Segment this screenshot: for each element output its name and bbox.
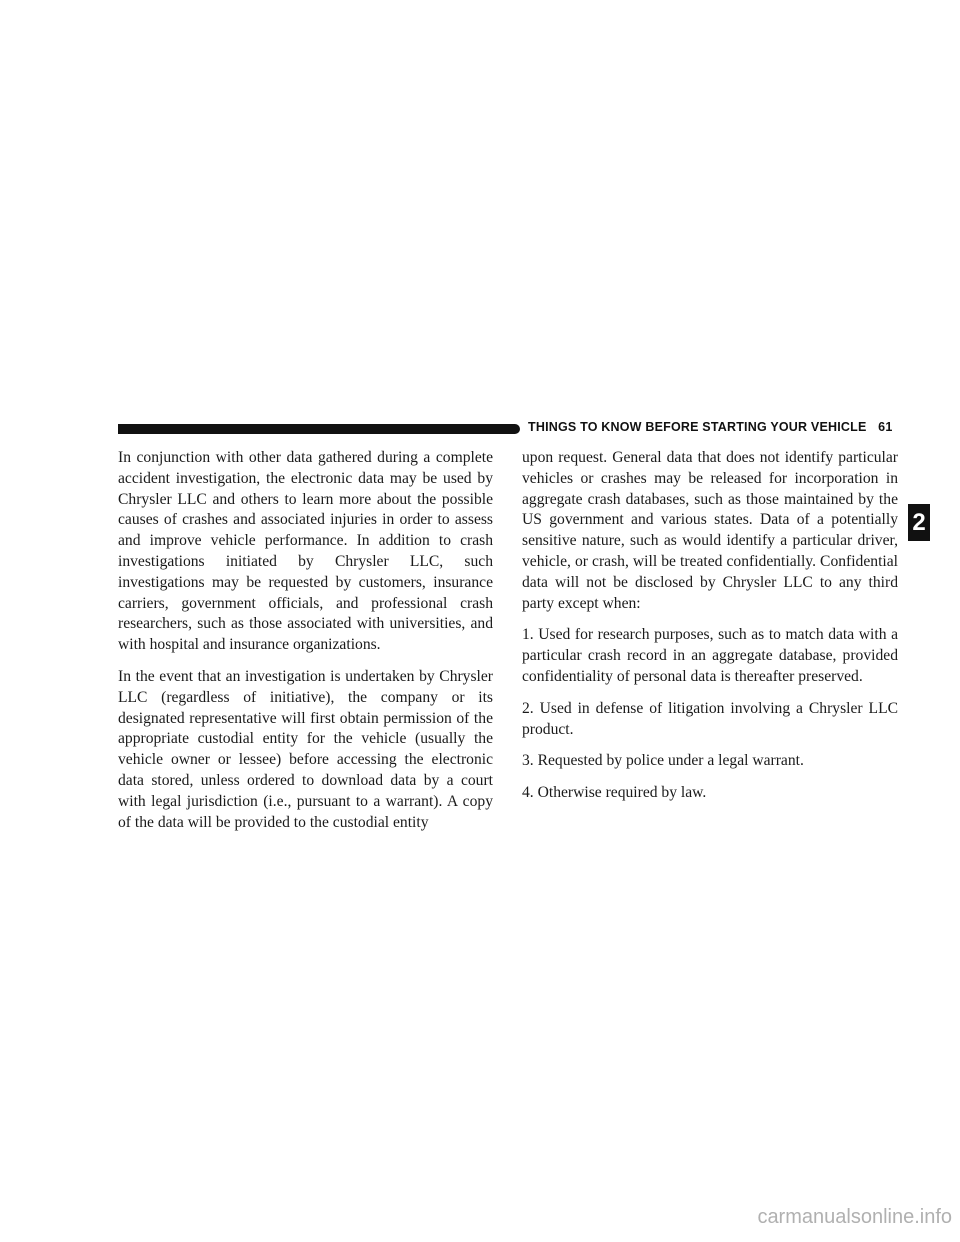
paragraph: In conjunction with other data gathered during a complete accident investigation, the electronic data may be used by Chrysler LLC and others to learn more about the possible causes of crashes and associated injuries in order to assess and improve vehicle performance. In addition to crash investigations initiated by Chrysler LLC, such investigations may be requested by customers, insurance carriers, government officials, and professional crash researchers, such as those associated with universities, and with hospital and insurance organizations. — [118, 449, 493, 654]
section-title: THINGS TO KNOW BEFORE STARTING YOUR VEHICLE — [528, 420, 867, 434]
paragraph: In the event that an investigation is undertaken by Chrysler LLC (regardless of initiative), the company or its designated representative will first obtain permission of the appropriate custodial entity for the vehicle (usually the vehicle owner or lessee) before accessing the electronic data stored, unless ordered to download data by a court with legal jurisdiction (i.e., pursuant to a warrant). A copy of the data will be provided to the custodial entity — [118, 667, 493, 831]
left-column — [118, 448, 493, 844]
running-header — [528, 420, 908, 434]
page-number: 61 — [878, 420, 893, 434]
chapter-tab: 2 — [908, 504, 930, 541]
watermark: carmanualsonline.info — [757, 1206, 952, 1228]
list-item: 4. Otherwise required by law. — [522, 784, 707, 802]
list-item: 1. Used for research purposes, such as to match data with a particular crash record in an aggregate database, provided confidentiality of personal data is thereafter preserved. — [522, 626, 898, 685]
header-rule-bar — [118, 424, 520, 434]
list-item: 3. Requested by police under a legal warrant. — [522, 752, 804, 770]
right-column — [522, 448, 898, 815]
paragraph: upon request. General data that does not identify particular vehicles or crashes may be released for incorporation in aggregate crash databases, such as those maintained by the US government and various states. Data of a potentially sensitive nature, such as would identify a particular driver, vehicle, or crash, will be treated confidentially. Confidential data will not be disclosed by Chrysler LLC to any third party except when: — [522, 449, 898, 612]
list-item: 2. Used in defense of litigation involving a Chrysler LLC product. — [522, 699, 898, 738]
